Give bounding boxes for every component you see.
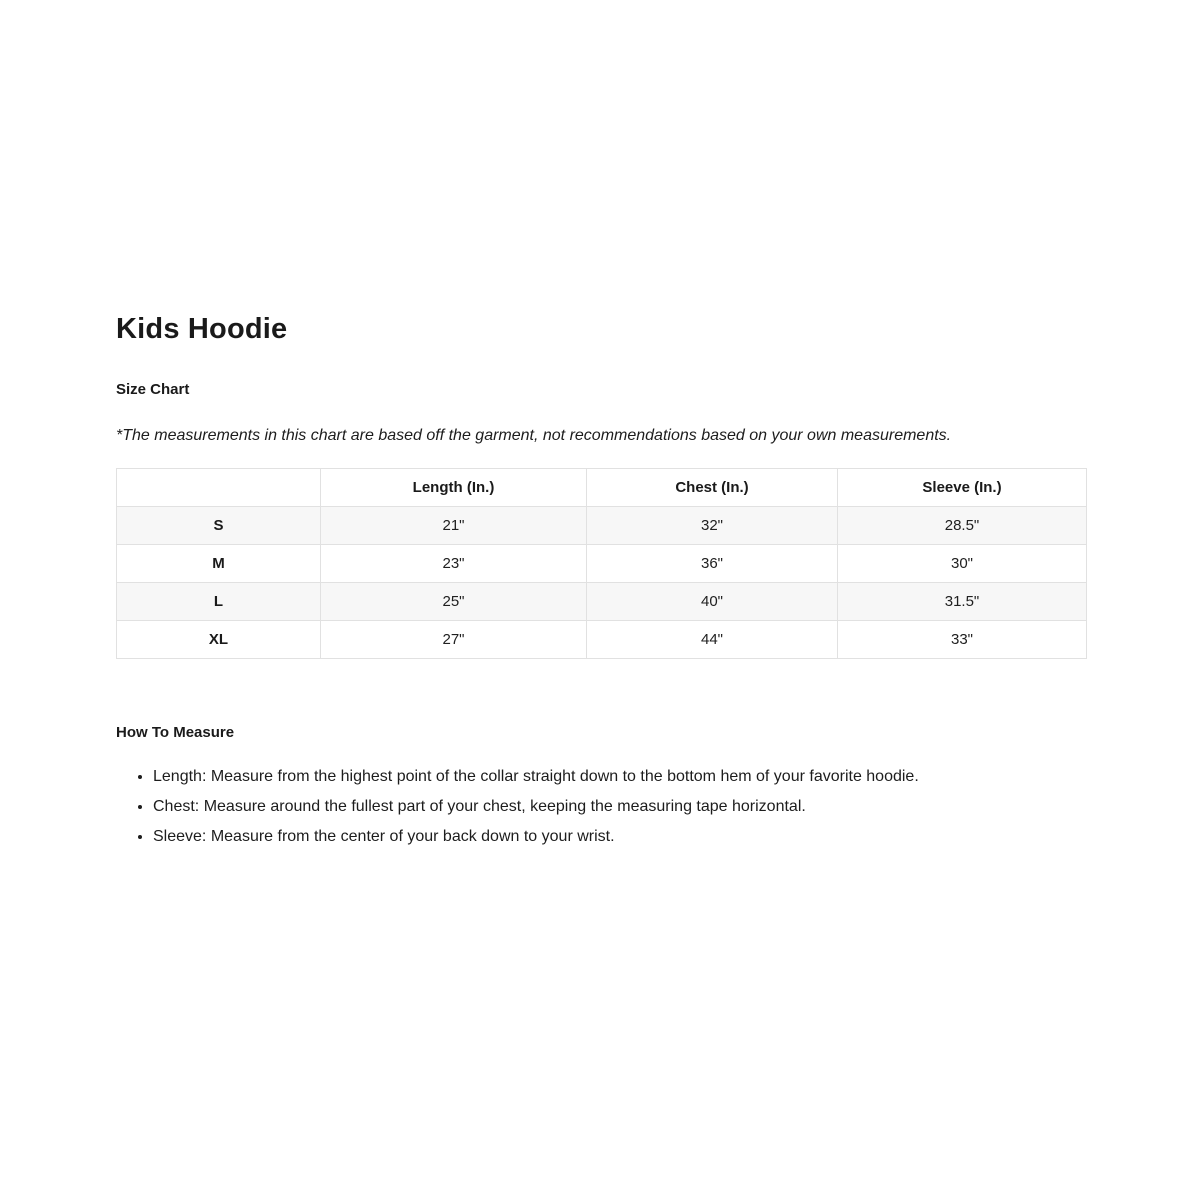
- chest-value: 36": [587, 545, 838, 583]
- table-row-l: [117, 583, 1087, 621]
- size-label: M: [117, 545, 321, 583]
- list-item-sleeve: • Sleeve: Measure from the center of your back down to your wrist.: [153, 826, 1086, 847]
- table-row-s: [117, 507, 1087, 545]
- list-item-length: • Length: Measure from the highest point of the collar straight down to the bottom hem of your favorite hoodie.: [153, 766, 1086, 787]
- size-label: S: [117, 507, 321, 545]
- size-label: L: [117, 583, 321, 621]
- length-value: 23": [321, 545, 587, 583]
- column-header-sleeve: Sleeve (In.): [838, 469, 1087, 507]
- measurement-disclaimer: *The measurements in this chart are based off the garment, not recommendations based on your own measurements.: [116, 427, 952, 444]
- list-item-chest: • Chest: Measure around the fullest part of your chest, keeping the measuring tape horizontal.: [153, 796, 1086, 817]
- chest-value: 40": [587, 583, 838, 621]
- column-header-size: [117, 469, 321, 507]
- sleeve-value: 31.5": [838, 583, 1087, 621]
- column-header-chest: Chest (In.): [587, 469, 838, 507]
- how-to-measure-list: [116, 766, 1086, 847]
- column-header-length: Length (In.): [321, 469, 587, 507]
- sleeve-value: 33": [838, 621, 1087, 659]
- size-chart-heading: Size Chart: [116, 381, 190, 398]
- table-row-xl: [117, 621, 1087, 659]
- chest-value: 44": [587, 621, 838, 659]
- chest-value: 32": [587, 507, 838, 545]
- sleeve-value: 28.5": [838, 507, 1087, 545]
- size-chart-page: [116, 0, 1086, 847]
- size-chart-table: [116, 468, 1087, 659]
- table-row-m: [117, 545, 1087, 583]
- how-to-measure-heading: How To Measure: [116, 724, 235, 741]
- length-value: 21": [321, 507, 587, 545]
- length-value: 27": [321, 621, 587, 659]
- page-title: Kids Hoodie: [116, 313, 288, 345]
- table-header-row: [117, 469, 1087, 507]
- size-label: XL: [117, 621, 321, 659]
- sleeve-value: 30": [838, 545, 1087, 583]
- length-value: 25": [321, 583, 587, 621]
